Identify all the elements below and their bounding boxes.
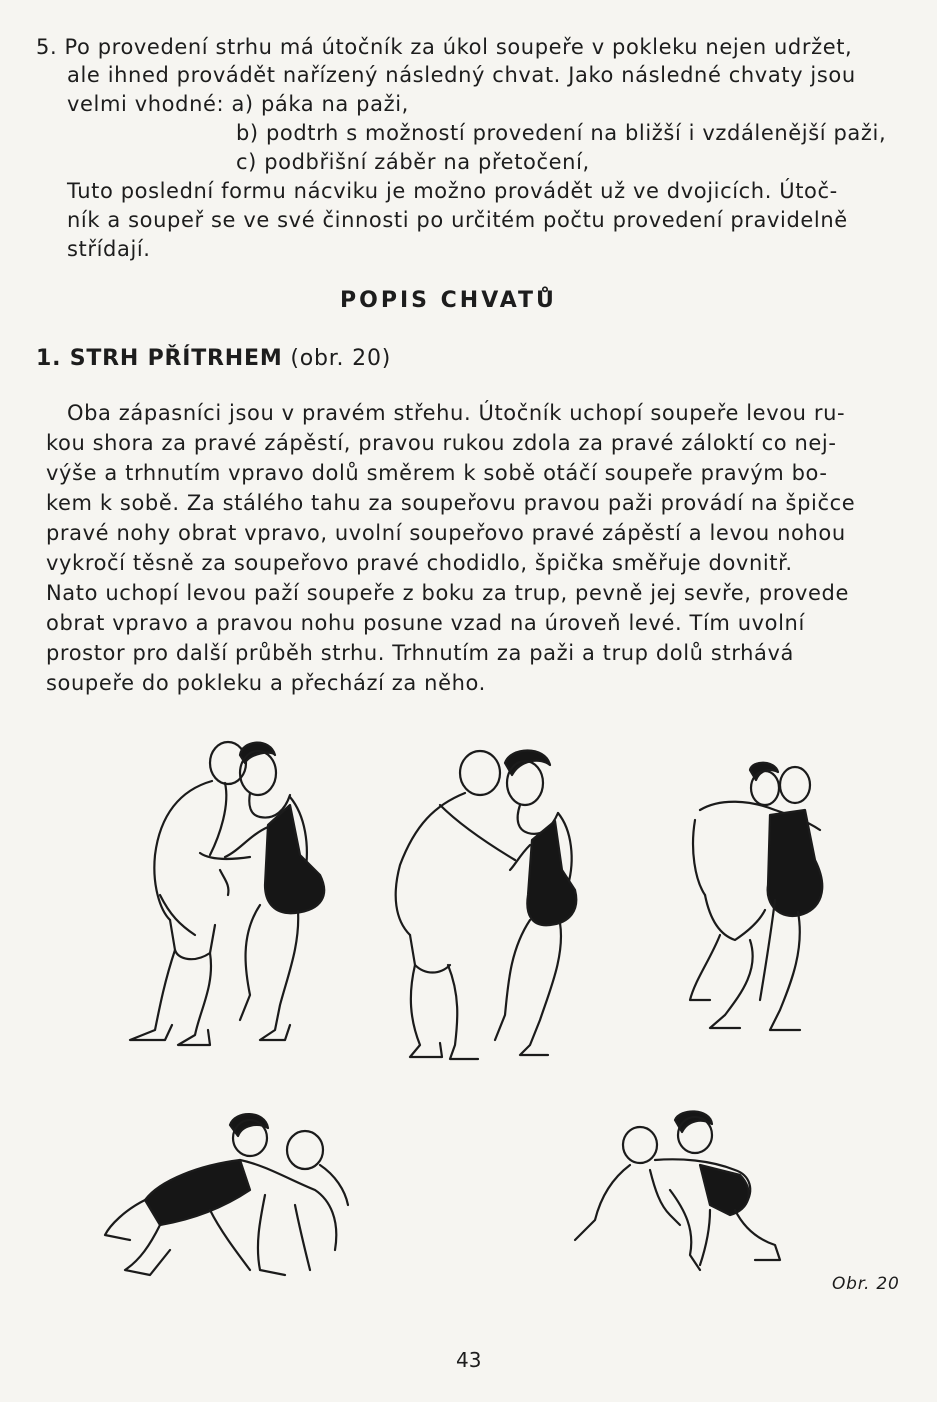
body-line-4: kem k sobě. Za stálého tahu za soupeřovu pravou paži provádí na špičce [46,491,856,515]
body-line-2: kou shora za pravé zápěstí, pravou rukou zdola za pravé záloktí co nej- [46,431,837,455]
intro-line-4: b) podtrh s možností provedení na bližší i vzdálenější paži, [236,121,887,145]
intro-line-1: 5. Po provedení strhu má útočník za úkol soupeře v pokleku nejen udržet, [36,35,853,59]
body-line-9: prostor pro další průběh strhu. Trhnutím za paži a trup dolů strhává [46,641,794,665]
section-title [36,346,391,371]
intro-line-5: c) podbřišní záběr na přetočení, [236,150,590,174]
body-line-6: vykročí těsně za soupeřovo pravé chodidlo, špička směřuje dovnitř. [46,551,793,575]
wrestlers-standing-grip-illustration [100,735,340,1055]
wrestlers-arm-pull-illustration [380,745,600,1065]
body-line-8: obrat vpravo a pravou nohu posune vzad na úroveň levé. Tím uvolní [46,611,805,635]
wrestlers-body-lock-illustration [680,760,840,1050]
body-line-7: Nato uchopí levou paží soupeře z boku za trup, pevně jej sevře, provede [46,581,849,605]
intro-line-8: střídají. [67,237,151,261]
section-figure-ref: (obr. 20) [290,346,392,371]
page-number: 43 [456,1348,482,1372]
wrestlers-behind-control-illustration [560,1110,790,1280]
intro-line-6: Tuto poslední formu nácviku je možno provádět už ve dvojicích. Útoč- [67,179,838,203]
body-line-10: soupeře do pokleku a přechází za něho. [46,671,486,695]
body-line-1: Oba zápasníci jsou v pravém střehu. Útočník uchopí soupeře levou ru- [67,401,846,425]
page-heading: POPIS CHVATŮ [340,288,557,313]
intro-line-2: ale ihned provádět nařízený následný chvat. Jako následné chvaty jsou [67,63,856,87]
body-line-3: výše a trhnutím vpravo dolů směrem k sobě otáčí soupeře pravým bo- [46,461,828,485]
figure-caption: Obr. 20 [832,1274,900,1294]
wrestlers-takedown-kneel-illustration [90,1110,360,1290]
intro-line-3: velmi vhodné: a) páka na paži, [67,92,409,116]
intro-line-7: ník a soupeř se ve své činnosti po určitém počtu provedení pravidelně [67,208,848,232]
body-line-5: pravé nohy obrat vpravo, uvolní soupeřovo pravé zápěstí a levou nohou [46,521,846,545]
section-number-title: 1. STRH PŘÍTRHEM [36,346,283,371]
